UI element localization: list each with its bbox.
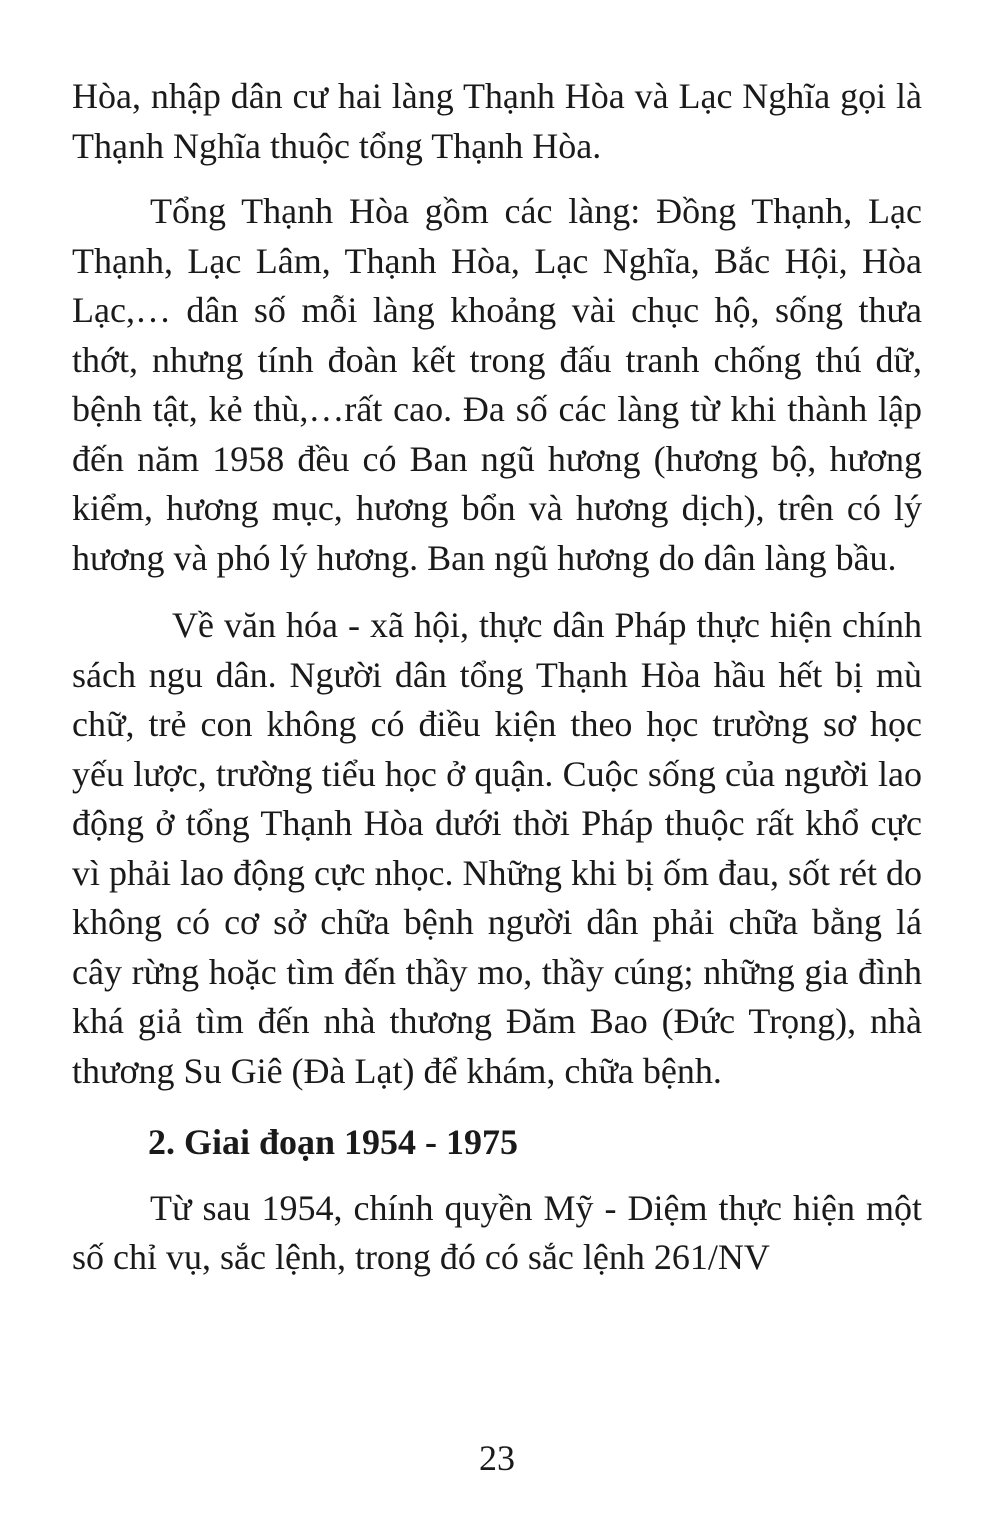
page-number: 23 — [479, 1438, 515, 1478]
page-content — [72, 72, 922, 1283]
paragraph-van-hoa-xa-hoi: Về văn hóa - xã hội, thực dân Pháp thực hiện chính sách ngu dân. Người dân tổng Thạnh Hòa hầu hết bị mù chữ, trẻ con không có điều kiện theo học trường sơ học yếu lược, trường tiểu học ở quận. Cuộc sống của người lao động ở tổng Thạnh Hòa dưới thời Pháp thuộc rất khổ cực vì phải lao động cực nhọc. Những khi bị ốm đau, sốt rét do không có cơ sở chữa bệnh người dân phải chữa bằng lá cây rừng hoặc tìm đến thầy mo, thầy cúng; những gia đình khá giả tìm đến nhà thương Đăm Bao (Đức Trọng), nhà thương Su Giê (Đà Lạt) để khám, chữa bệnh. — [72, 605, 922, 1091]
paragraph-continued: Hòa, nhập dân cư hai làng Thạnh Hòa và Lạc Nghĩa gọi là Thạnh Nghĩa thuộc tổng Thạnh Hòa. — [72, 76, 922, 166]
paragraph-tong-thanh-hoa: Tổng Thạnh Hòa gồm các làng: Đồng Thạnh, Lạc Thạnh, Lạc Lâm, Thạnh Hòa, Lạc Nghĩa, Bắc Hội, Hòa Lạc,… dân số mỗi làng khoảng vài chục hộ, sống thưa thớt, nhưng tính đoàn kết trong đấu tranh chống thú dữ, bệnh tật, kẻ thù,…rất cao. Đa số các làng từ khi thành lập đến năm 1958 đều có Ban ngũ hương (hương bộ, hương kiểm, hương mục, hương bổn và hương dịch), trên có lý hương và phó lý hương. Ban ngũ hương do dân làng bầu. — [72, 191, 922, 578]
paragraph-tu-sau-1954: Từ sau 1954, chính quyền Mỹ - Diệm thực hiện một số chỉ vụ, sắc lệnh, trong đó có sắc lệnh 261/NV — [72, 1187, 922, 1277]
section-heading: 2. Giai đoạn 1954 - 1975 — [148, 1122, 519, 1162]
